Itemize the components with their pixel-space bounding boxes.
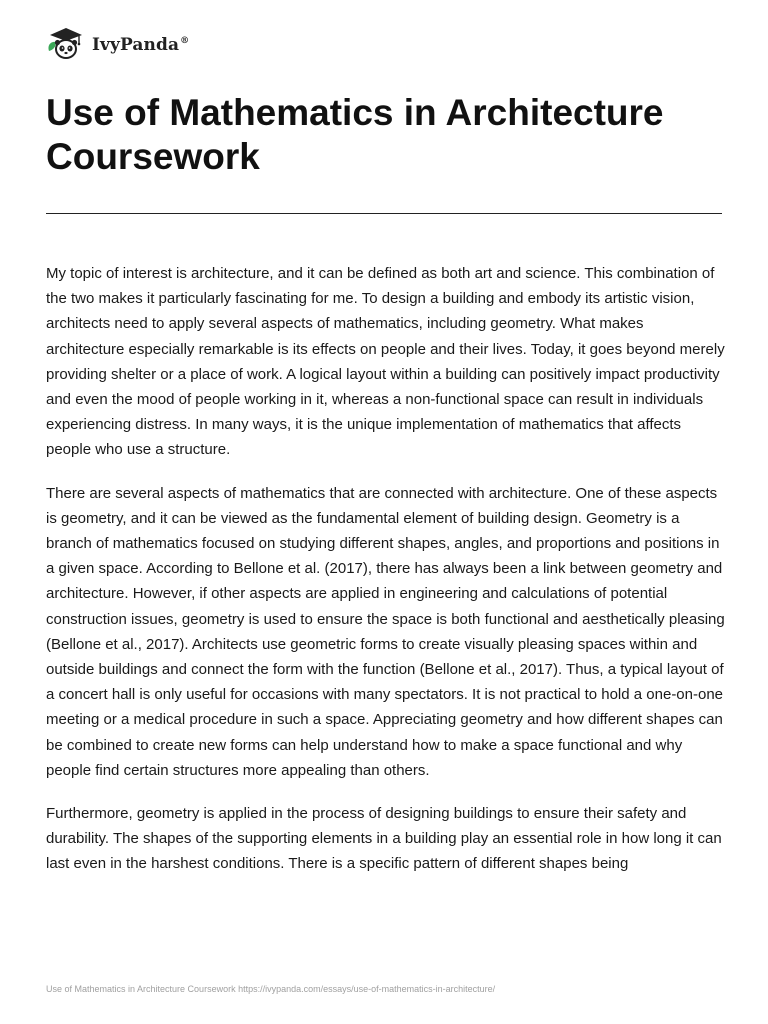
page-footer: Use of Mathematics in Architecture Coursework https://ivypanda.com/essays/use-of-mathematics-in-architecture/ <box>46 984 496 994</box>
panda-graduation-cap-icon <box>46 27 86 63</box>
paragraph: There are several aspects of mathematics that are connected with architecture. One of these aspects is geometry, and it can be viewed as the fundamental element of building design. Geometry is a branch of mathematics focused on studying different shapes, angles, and proportions and positions in a given space. According to Bellone et al. (2017), there has always been a link between geometry and architecture. However, if other aspects are applied in engineering and calculations of potential construction issues, geometry is used to ensure the space is both functional and aesthetically pleasing (Bellone et al., 2017). Architects use geometric forms to create visually pleasing spaces within and outside buildings and connect the form with the function (Bellone et al., 2017). Thus, a typical layout of a concert hall is only useful for occasions with many spectators. It is not practical to hold a one-on-one meeting or a medical procedure in such a space. Appreciating geometry and how different shapes can be combined to create new forms can help understand how to make a space functional and why people find certain structures more appealing than others. <box>46 484 725 779</box>
brand-logo[interactable] <box>46 27 189 63</box>
paragraph: Furthermore, geometry is applied in the process of designing buildings to ensure their safety and durability. The shapes of the supporting elements in a building play an essential role in how long it can last even in the harshest conditions. There is a specific pattern of different shapes being <box>46 805 722 873</box>
essay-body <box>46 261 726 895</box>
registered-mark: ® <box>180 36 190 47</box>
paragraph: My topic of interest is architecture, and it can be defined as both art and science. This combination of the two makes it particularly fascinating for me. To design a building and embody its artistic vision, architects need to apply several aspects of mathematics, including geometry. What makes architecture especially remarkable is its effects on people and their lives. Today, it goes beyond merely providing shelter or a place of work. A logical layout within a building can positively impact productivity and even the mood of people working in it, whereas a non-functional space can result in individuals experiencing distress. In many ways, it is the unique implementation of mathematics that affects people who use a structure. <box>46 265 725 459</box>
brand-name: IvyPanda® <box>92 35 190 55</box>
page-title: Use of Mathematics in Architecture Coursework <box>46 92 664 177</box>
title-divider <box>46 213 722 214</box>
